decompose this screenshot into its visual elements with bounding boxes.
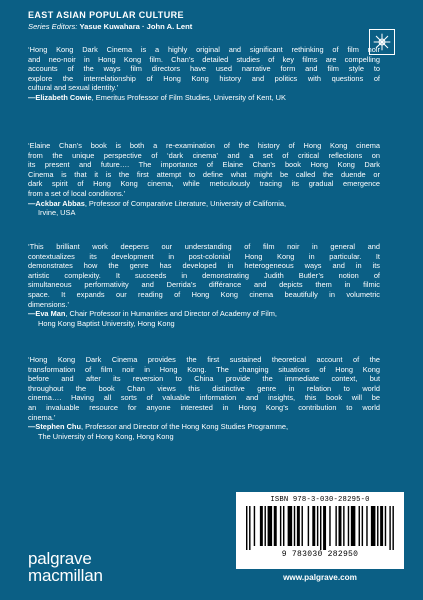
quote-line: ‘Hong Kong Dark Cinema is a highly original and significant rethinking of film noir bbox=[28, 45, 380, 54]
barcode-bar bbox=[288, 506, 293, 546]
barcode-bar bbox=[260, 506, 263, 546]
quote-line: dimensions.’ bbox=[28, 299, 70, 309]
quote-line: contextualizes its development in post-colonial Hong Kong in particular. It bbox=[28, 251, 380, 261]
quote-line: explore the interrelationship of Hong Kong history and politics with questions of bbox=[28, 73, 380, 83]
series-editors-label: Series Editors: bbox=[28, 22, 78, 31]
barcode-bar bbox=[323, 506, 326, 550]
barcode-bar bbox=[389, 506, 390, 550]
barcode-bar bbox=[254, 506, 255, 546]
attribution-name: —Ackbar Abbas bbox=[28, 198, 85, 208]
barcode-bar bbox=[335, 506, 336, 546]
barcode-bar bbox=[274, 506, 277, 546]
quote-line: ‘Elaine Chan’s book is both a re-examination of the history of Hong Kong cinema bbox=[28, 141, 380, 150]
quote-line: ‘Hong Kong Dark Cinema provides the first sustained theoretical account of the bbox=[28, 355, 380, 364]
attribution-affiliation-cont: Hong Kong Baptist University, Hong Kong bbox=[38, 318, 175, 328]
barcode-image bbox=[246, 506, 394, 550]
attribution-affiliation: , Professor of Comparative Literature, University of California, bbox=[84, 198, 287, 208]
quote-line: simultaneous performativity and Derrida’s différance and depicts them in filmic bbox=[28, 280, 380, 290]
publisher-logo-line1: palgrave bbox=[28, 549, 92, 568]
barcode-bar bbox=[249, 506, 250, 550]
quote-attribution bbox=[28, 93, 380, 103]
barcode-digits: 9 783030 282950 bbox=[281, 550, 359, 559]
quote-line: accounts of the ways film directors have used narrative form and film style to bbox=[28, 64, 380, 74]
barcode-bar bbox=[362, 506, 363, 546]
quote-line: artistic complexity. It succeeds in demonstrating Judith Butler’s notion of bbox=[28, 270, 380, 280]
barcode-bar bbox=[339, 506, 342, 546]
barcode-bar bbox=[377, 506, 378, 546]
quote-attribution bbox=[28, 422, 380, 441]
barcode-bar bbox=[317, 506, 318, 546]
review-quote bbox=[28, 141, 380, 218]
barcode-bar bbox=[308, 506, 309, 546]
barcode-bar bbox=[297, 506, 300, 546]
quote-line: cinema…. Having all sorts of valuable information and insights, this book will be bbox=[28, 393, 380, 403]
barcode-bar bbox=[329, 506, 330, 546]
barcode-bar bbox=[343, 506, 344, 546]
attribution-affiliation: , Chair Professor in Humanities and Director of Academy of Film, bbox=[65, 309, 277, 319]
quote-line: demonstrates how the genre has developed in heterogeneous ways and in its bbox=[28, 261, 380, 271]
barcode-bar bbox=[280, 506, 281, 546]
quote-line: dark spirit of Hong Kong cinema, while meticulously tracing its gradual emergence bbox=[28, 179, 380, 189]
series-header bbox=[28, 10, 192, 32]
barcode-bar bbox=[302, 506, 303, 546]
barcode-bar bbox=[351, 506, 356, 546]
publisher-website: www.palgrave.com bbox=[283, 573, 357, 582]
barcode-bar bbox=[385, 506, 386, 546]
review-quote bbox=[28, 242, 380, 328]
publisher-logo-line2: macmillan bbox=[28, 566, 103, 585]
barcode-bar bbox=[392, 506, 393, 550]
attribution-affiliation-cont: Irvine, USA bbox=[38, 208, 76, 218]
review-quote bbox=[28, 355, 380, 441]
quote-line: cultural and sexual identity.’ bbox=[28, 83, 119, 93]
quote-attribution bbox=[28, 309, 380, 328]
quote-line: and neo-noir in Hong Kong film. Chan’s detailed studies of key films are compelling bbox=[28, 54, 380, 64]
review-quote bbox=[28, 45, 380, 103]
barcode-bar bbox=[380, 506, 383, 546]
quote-line: throughout the book Chan views this distinctive genre in relation to world bbox=[28, 383, 380, 393]
quote-line: transformation of film noir in Hong Kong. The changing situations of Hong Kong bbox=[28, 364, 380, 374]
quote-line: cinema.’ bbox=[28, 412, 56, 422]
quote-attribution bbox=[28, 199, 380, 218]
attribution-name: —Elizabeth Cowie bbox=[28, 92, 92, 102]
series-editors bbox=[28, 21, 192, 32]
quote-line: from the unique perspective of ‘dark cinema’ and a set of critical reflections on bbox=[28, 150, 380, 160]
quote-line: space. It expands our reading of Hong Kong cinema beautifully in volumetric bbox=[28, 289, 380, 299]
attribution-affiliation-cont: The University of Hong Kong, Hong Kong bbox=[38, 431, 174, 441]
attribution-affiliation: , Emeritus Professor of Film Studies, University of Kent, UK bbox=[91, 92, 286, 102]
attribution-name: —Eva Man bbox=[28, 309, 66, 319]
barcode-bar bbox=[359, 506, 360, 546]
series-title: EAST ASIAN POPULAR CULTURE bbox=[28, 10, 184, 20]
publisher-logo bbox=[28, 550, 103, 584]
barcode-bar bbox=[371, 506, 376, 546]
series-editors-names: Yasue Kuwahara · John A. Lent bbox=[79, 22, 193, 31]
quote-line: ‘This brilliant work deepens our understanding of film noir in general and bbox=[28, 242, 380, 251]
barcode-bar bbox=[246, 506, 247, 550]
attribution-name: —Stephen Chu bbox=[28, 422, 81, 432]
barcode-bar bbox=[265, 506, 266, 546]
attribution-affiliation: , Professor and Director of the Hong Kong Studies Programme, bbox=[80, 422, 289, 432]
barcode-bar bbox=[312, 506, 315, 546]
barcode-bar bbox=[268, 506, 273, 546]
barcode-bar bbox=[294, 506, 295, 546]
isbn-label: ISBN 978-3-030-28295-0 bbox=[270, 496, 370, 504]
quote-line: before and after its reversion to China provide the immediate context, but bbox=[28, 374, 380, 384]
barcode-bar bbox=[320, 506, 321, 550]
quote-line: its present and future…. The importance of Elaine Chan’s book Hong Kong Dark bbox=[28, 160, 380, 170]
barcode-bar bbox=[366, 506, 367, 546]
barcode-bar bbox=[283, 506, 284, 546]
quote-line: Cinema is that it is the first attempt to define what might be called the duende or bbox=[28, 169, 380, 179]
barcode-bar bbox=[348, 506, 349, 546]
quote-line: an invaluable resource for anyone interested in Hong Kong’s contribution to world bbox=[28, 402, 380, 412]
barcode-panel bbox=[236, 492, 404, 569]
quote-line: from a set of local conditions.’ bbox=[28, 188, 126, 198]
